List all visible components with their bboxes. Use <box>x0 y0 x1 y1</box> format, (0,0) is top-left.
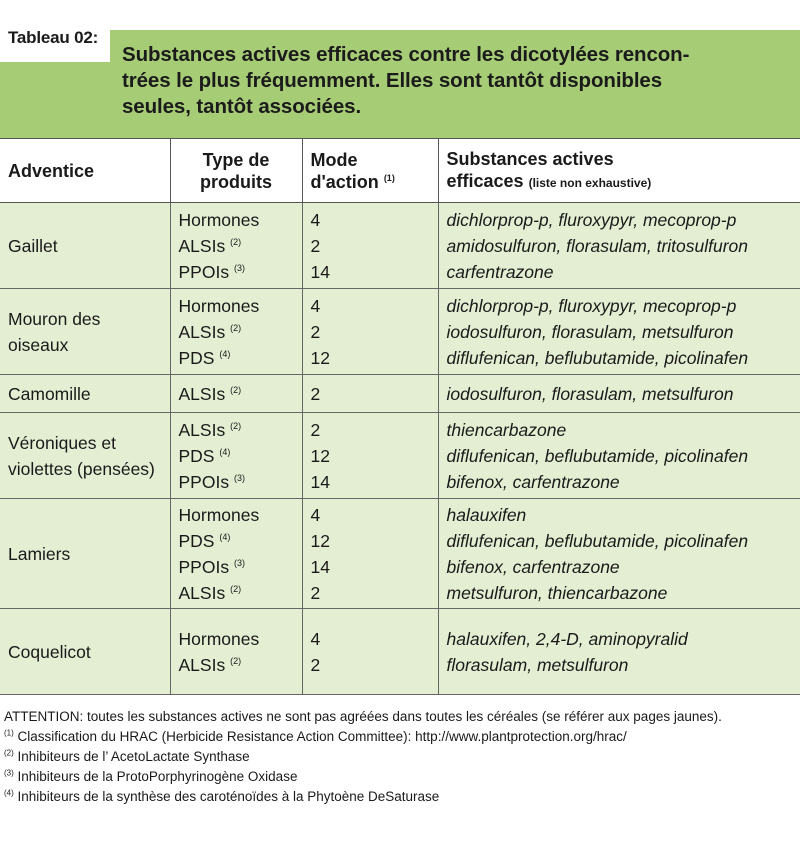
footnote-ref: (4) <box>219 531 231 542</box>
footnote-ref: (2) <box>230 384 242 395</box>
product-type: PDS $^{(4)}$ <box>178 445 231 466</box>
substance-list: thiencarbazone <box>446 419 567 440</box>
footnote-ref: (2) <box>230 583 242 594</box>
substance-list: metsulfuron, thiencarbazone <box>446 582 668 603</box>
header-adventice: Adventice <box>0 139 170 203</box>
adventice-name: Véroniques et <box>8 432 116 453</box>
mode-value: 4 <box>310 295 321 316</box>
product-type: ALSIs $^{(2)}$ <box>178 235 242 256</box>
adventice-name: oiseaux <box>8 334 69 355</box>
type-cell <box>170 413 302 499</box>
adventice-name: Lamiers <box>8 543 71 564</box>
type-cell <box>170 499 302 609</box>
mode-value: 2 <box>310 419 321 440</box>
product-type: PDS $^{(4)}$ <box>178 530 231 551</box>
footnote-list <box>4 727 794 807</box>
adventice-name: Coquelicot <box>8 641 91 662</box>
mode-value: 4 <box>310 504 321 525</box>
substance-list: dichlorprop-p, fluroxypyr, mecoprop-p <box>446 295 737 316</box>
attention-note: ATTENTION: toutes les substances actives ne sont pas agréées dans toutes les céréales (se référer aux pages jaunes). <box>4 709 722 724</box>
title-line: trées le plus fréquemment. Elles sont tantôt disponibles <box>122 69 663 92</box>
table-row <box>0 499 800 609</box>
substance-list: florasulam, metsulfuron <box>446 654 629 675</box>
adventice-name: Mouron des <box>8 308 101 329</box>
substance-list: amidosulfuron, florasulam, tritosulfuron <box>446 235 749 256</box>
product-type: ALSIs $^{(2)}$ <box>178 419 242 440</box>
footnote: $^{(1)}$ Classification du HRAC (Herbicide Resistance Action Committee): http://www.plantprotection.org/hrac/ <box>4 728 627 744</box>
substances-cell <box>438 499 800 609</box>
mode-value: 2 <box>310 582 321 603</box>
title-band <box>0 30 800 138</box>
adventice-name: violettes (pensées) <box>8 458 155 479</box>
table-row <box>0 203 800 289</box>
product-type: ALSIs $^{(2)}$ <box>178 321 242 342</box>
type-cell <box>170 289 302 375</box>
adventice-cell <box>0 289 170 375</box>
mode-cell <box>302 499 438 609</box>
product-type: Hormones <box>178 504 260 525</box>
substance-list: halauxifen, 2,4-D, aminopyralid <box>446 628 688 649</box>
substance-list: iodosulfuron, florasulam, metsulfuron <box>446 383 734 404</box>
product-type: PPOIs $^{(3)}$ <box>178 556 245 577</box>
table-body <box>0 203 800 695</box>
header-type: Type de produits <box>170 139 302 203</box>
mode-value: 2 <box>310 383 321 404</box>
product-type: Hormones <box>178 295 260 316</box>
substance-list: iodosulfuron, florasulam, metsulfuron <box>446 321 734 342</box>
type-cell <box>170 375 302 413</box>
product-type: Hormones <box>178 628 260 649</box>
substance-list: diflufenican, beflubutamide, picolinafen <box>446 445 749 466</box>
adventice-cell <box>0 375 170 413</box>
footnote-ref: (4) <box>219 446 231 457</box>
footnote: $^{(3)}$ Inhibiteurs de la ProtoPorphyrinogène Oxidase <box>4 768 298 784</box>
substance-list: diflufenican, beflubutamide, picolinafen <box>446 530 749 551</box>
adventice-name: Camomille <box>8 383 91 404</box>
footnote-number: (2) <box>4 748 14 758</box>
footnote-ref: (2) <box>230 322 242 333</box>
adventice-cell <box>0 203 170 289</box>
table-row <box>0 609 800 695</box>
substance-list: diflufenican, beflubutamide, picolinafen <box>446 347 749 368</box>
adventice-cell <box>0 413 170 499</box>
footnote-ref: (2) <box>230 420 242 431</box>
footnote-number: (3) <box>4 768 14 778</box>
substance-list: bifenox, carfentrazone <box>446 471 620 492</box>
product-type: ALSIs $^{(2)}$ <box>178 654 242 675</box>
header-substances: Substances actives efficaces (liste non exhaustive) <box>438 139 800 203</box>
substances-cell <box>438 609 800 695</box>
mode-value: 2 <box>310 235 321 256</box>
footnote-number: (4) <box>4 788 14 798</box>
footnote: $^{(2)}$ Inhibiteurs de l’ AcetoLactate Synthase <box>4 748 250 764</box>
mode-cell <box>302 289 438 375</box>
title-line: Substances actives efficaces contre les dicotylées rencon- <box>122 43 690 66</box>
header-mode: Mode d'action $^{(1)}$ <box>302 139 438 203</box>
table-row <box>0 289 800 375</box>
product-type: ALSIs $^{(2)}$ <box>178 383 242 404</box>
substances-cell <box>438 289 800 375</box>
product-type: PPOIs $^{(3)}$ <box>178 261 245 282</box>
table-row <box>0 375 800 413</box>
product-type: PPOIs $^{(3)}$ <box>178 471 245 492</box>
table-label: Tableau 02: <box>0 0 110 62</box>
product-type: Hormones <box>178 209 260 230</box>
mode-value: 12 <box>310 347 330 368</box>
footnote: $^{(4)}$ Inhibiteurs de la synthèse des caroténoïdes à la Phytoène DeSaturase <box>4 788 440 804</box>
substances-cell <box>438 413 800 499</box>
footnote-ref: (2) <box>230 236 242 247</box>
mode-cell <box>302 413 438 499</box>
header-row <box>0 139 800 203</box>
adventice-name: Gaillet <box>8 235 58 256</box>
table-title <box>122 42 772 120</box>
adventice-cell <box>0 609 170 695</box>
type-cell <box>170 609 302 695</box>
adventice-cell <box>0 499 170 609</box>
mode-value: 4 <box>310 628 321 649</box>
footnotes <box>4 707 794 807</box>
substance-list: dichlorprop-p, fluroxypyr, mecoprop-p <box>446 209 737 230</box>
product-type: ALSIs $^{(2)}$ <box>178 582 242 603</box>
mode-value: 14 <box>310 556 330 577</box>
mode-value: 12 <box>310 530 330 551</box>
mode-value: 2 <box>310 654 321 675</box>
substances-cell <box>438 375 800 413</box>
substance-list: bifenox, carfentrazone <box>446 556 620 577</box>
table-row <box>0 413 800 499</box>
substances-cell <box>438 203 800 289</box>
type-cell <box>170 203 302 289</box>
substance-list: carfentrazone <box>446 261 554 282</box>
footnote-ref: (3) <box>233 557 245 568</box>
footnote-number: (1) <box>4 728 14 738</box>
footnote-ref: (4) <box>219 348 231 359</box>
footnote-ref: (3) <box>233 262 245 273</box>
mode-value: 14 <box>310 471 330 492</box>
herbicide-table <box>0 138 800 695</box>
footnote-ref: (3) <box>233 472 245 483</box>
footnote-ref: (2) <box>230 655 242 666</box>
mode-value: 12 <box>310 445 330 466</box>
title-line: seules, tantôt associées. <box>122 95 362 118</box>
mode-cell <box>302 203 438 289</box>
product-type: PDS $^{(4)}$ <box>178 347 231 368</box>
mode-cell <box>302 609 438 695</box>
mode-value: 4 <box>310 209 321 230</box>
mode-value: 2 <box>310 321 321 342</box>
mode-cell <box>302 375 438 413</box>
mode-value: 14 <box>310 261 330 282</box>
substance-list: halauxifen <box>446 504 527 525</box>
